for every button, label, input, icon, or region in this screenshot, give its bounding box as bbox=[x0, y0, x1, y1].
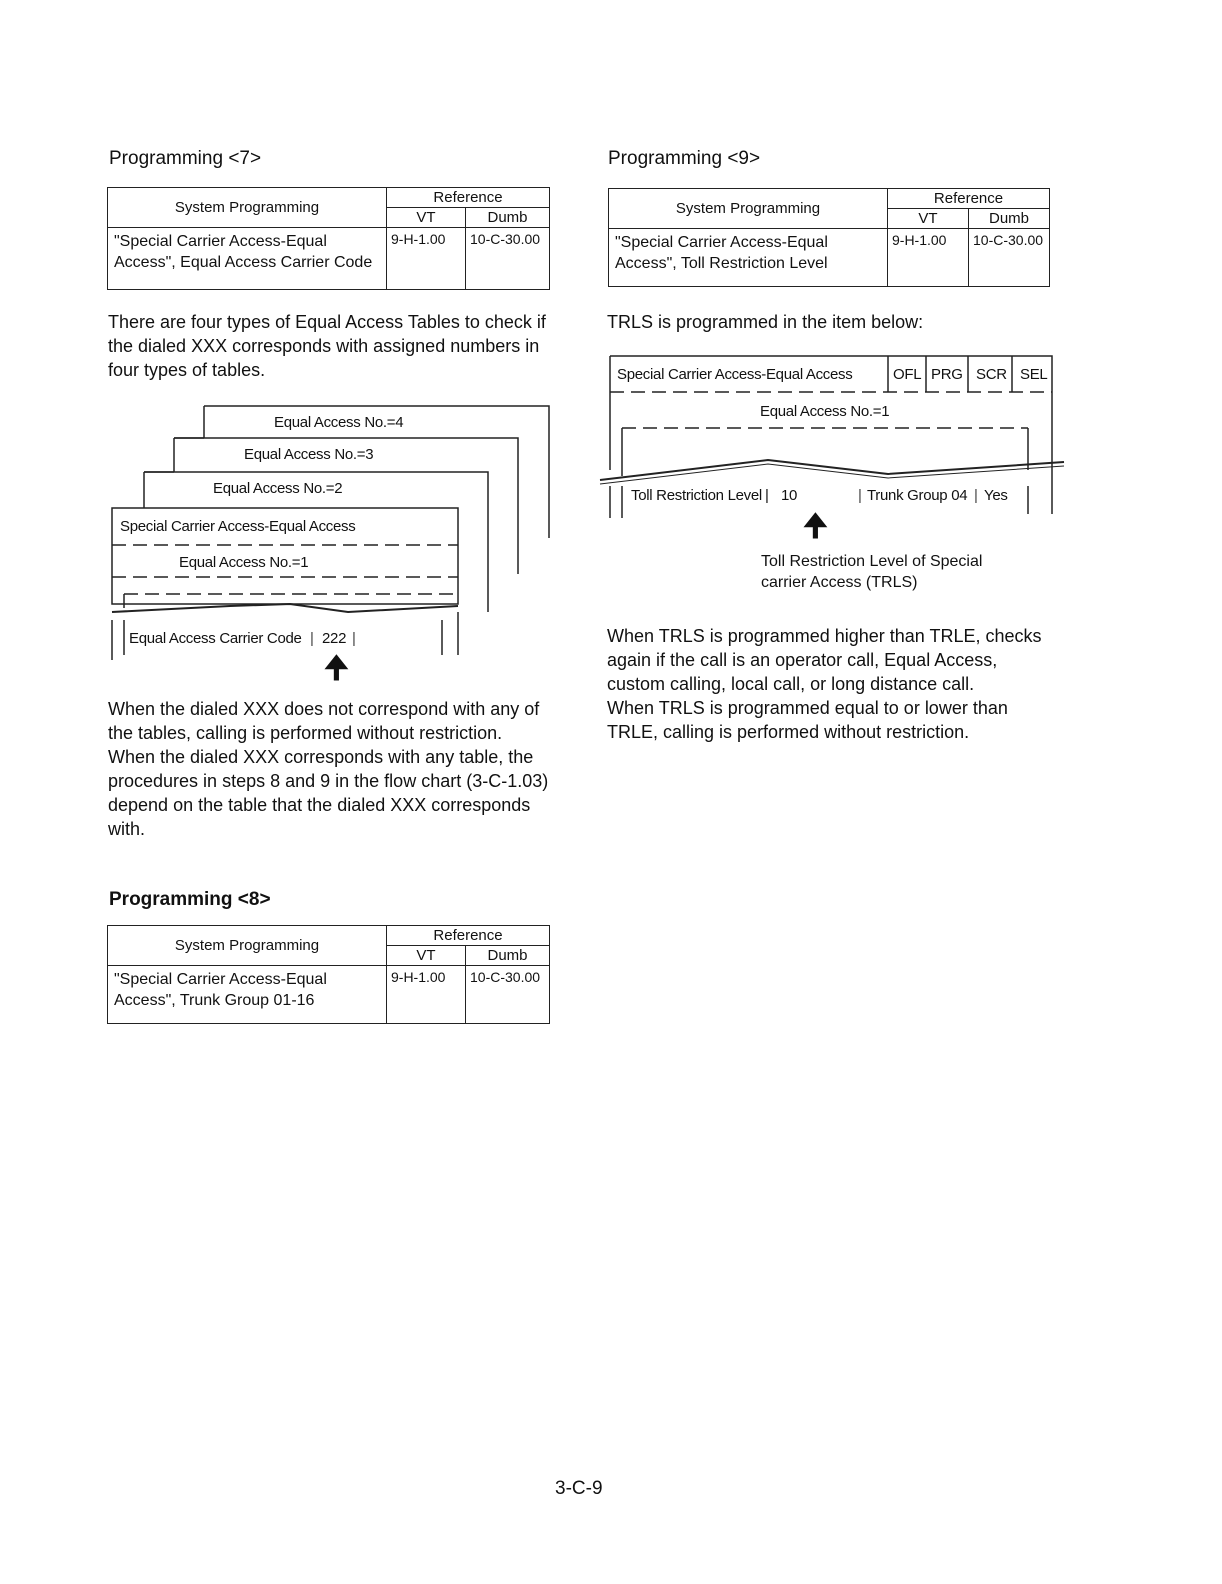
table-label-1: Equal Access No.=1 bbox=[179, 554, 309, 571]
trls-diagram-title: Special Carrier Access-Equal Access bbox=[617, 366, 853, 383]
programming-9-paragraph: TRLS is programmed in the item below: bbox=[607, 312, 924, 332]
col-vt: VT bbox=[387, 946, 466, 966]
table-cell-vt: 9-H-1.00 bbox=[387, 966, 466, 1024]
programming-9-heading: Programming <9> bbox=[608, 148, 761, 169]
toll-restriction-label: Toll Restriction Level bbox=[631, 487, 762, 504]
table-label-2: Equal Access No.=2 bbox=[213, 480, 343, 497]
toll-sep: | bbox=[765, 487, 769, 504]
col-dumb: Dumb bbox=[969, 209, 1050, 229]
table-cell-description: "Special Carrier Access-Equal Access", Trunk Group 01-16 bbox=[108, 966, 387, 1024]
programming-8-table bbox=[107, 925, 550, 1024]
trunk-group-value: Yes bbox=[984, 487, 1008, 504]
col-reference: Reference bbox=[387, 188, 550, 208]
toll-restriction-value: 10 bbox=[781, 487, 798, 504]
trls-caption: Toll Restriction Level of Special carrier Access (TRLS) bbox=[761, 553, 983, 591]
left-paragraph-2: When the dialed XXX does not correspond with any of the tables, calling is performed without restriction. When the dialed XXX corresponds with any table, the procedures in steps 8 and 9 in the flow chart (3-C-1.03) depend on the table that the dialed XXX corresponds with. bbox=[108, 699, 549, 839]
col-vt: VT bbox=[888, 209, 969, 229]
col-prg: PRG bbox=[931, 366, 963, 383]
col-vt: VT bbox=[387, 208, 466, 228]
programming-9-table bbox=[608, 188, 1050, 287]
col-reference: Reference bbox=[888, 189, 1050, 209]
up-arrow-icon: 🠉 bbox=[803, 510, 828, 543]
col-sel: SEL bbox=[1020, 366, 1048, 383]
col-dumb: Dumb bbox=[466, 208, 550, 228]
carrier-code-value: 222 bbox=[322, 630, 347, 647]
table-cell-dumb: 10-C-30.00 bbox=[466, 228, 550, 290]
table-label-3: Equal Access No.=3 bbox=[244, 446, 374, 463]
table-cell-description: "Special Carrier Access-Equal Access", Equal Access Carrier Code bbox=[108, 228, 387, 290]
trls-table-label-1: Equal Access No.=1 bbox=[760, 403, 890, 420]
right-paragraph-2: When TRLS is programmed higher than TRLE, checks again if the call is an operator call, Equal Access, custom calling, local call, or long distance call. When TRLS is programmed equal to or lower than TRLE, calling is performed without restriction. bbox=[607, 626, 1042, 742]
front-table-title: Special Carrier Access-Equal Access bbox=[120, 518, 356, 535]
table-cell-dumb: 10-C-30.00 bbox=[969, 229, 1050, 287]
table-cell-vt: 9-H-1.00 bbox=[888, 229, 969, 287]
up-arrow-icon: 🠉 bbox=[324, 652, 349, 685]
programming-7-heading: Programming <7> bbox=[109, 148, 262, 169]
carrier-code-label: Equal Access Carrier Code bbox=[129, 630, 302, 647]
col-system-programming: System Programming bbox=[108, 926, 387, 966]
table-cell-dumb: 10-C-30.00 bbox=[466, 966, 550, 1024]
col-reference: Reference bbox=[387, 926, 550, 946]
trunk-sep-left: | bbox=[858, 487, 862, 504]
col-dumb: Dumb bbox=[466, 946, 550, 966]
table-cell-vt: 9-H-1.00 bbox=[387, 228, 466, 290]
col-ofl: OFL bbox=[893, 366, 922, 383]
col-system-programming: System Programming bbox=[108, 188, 387, 228]
table-label-4: Equal Access No.=4 bbox=[274, 414, 404, 431]
carrier-code-sep-left: | bbox=[310, 630, 314, 647]
carrier-code-sep-right: | bbox=[352, 630, 356, 647]
programming-7-table bbox=[107, 187, 550, 290]
trunk-group-label: Trunk Group 04 bbox=[867, 487, 968, 504]
page-number: 3-C-9 bbox=[555, 1478, 603, 1499]
col-scr: SCR bbox=[976, 366, 1007, 383]
table-cell-description: "Special Carrier Access-Equal Access", Toll Restriction Level bbox=[609, 229, 888, 287]
col-system-programming: System Programming bbox=[609, 189, 888, 229]
programming-8-heading: Programming <8> bbox=[109, 889, 271, 910]
trunk-sep-right: | bbox=[974, 487, 978, 504]
programming-7-paragraph: There are four types of Equal Access Tables to check if the dialed XXX corresponds with assigned numbers in four types of tables. bbox=[108, 312, 546, 380]
